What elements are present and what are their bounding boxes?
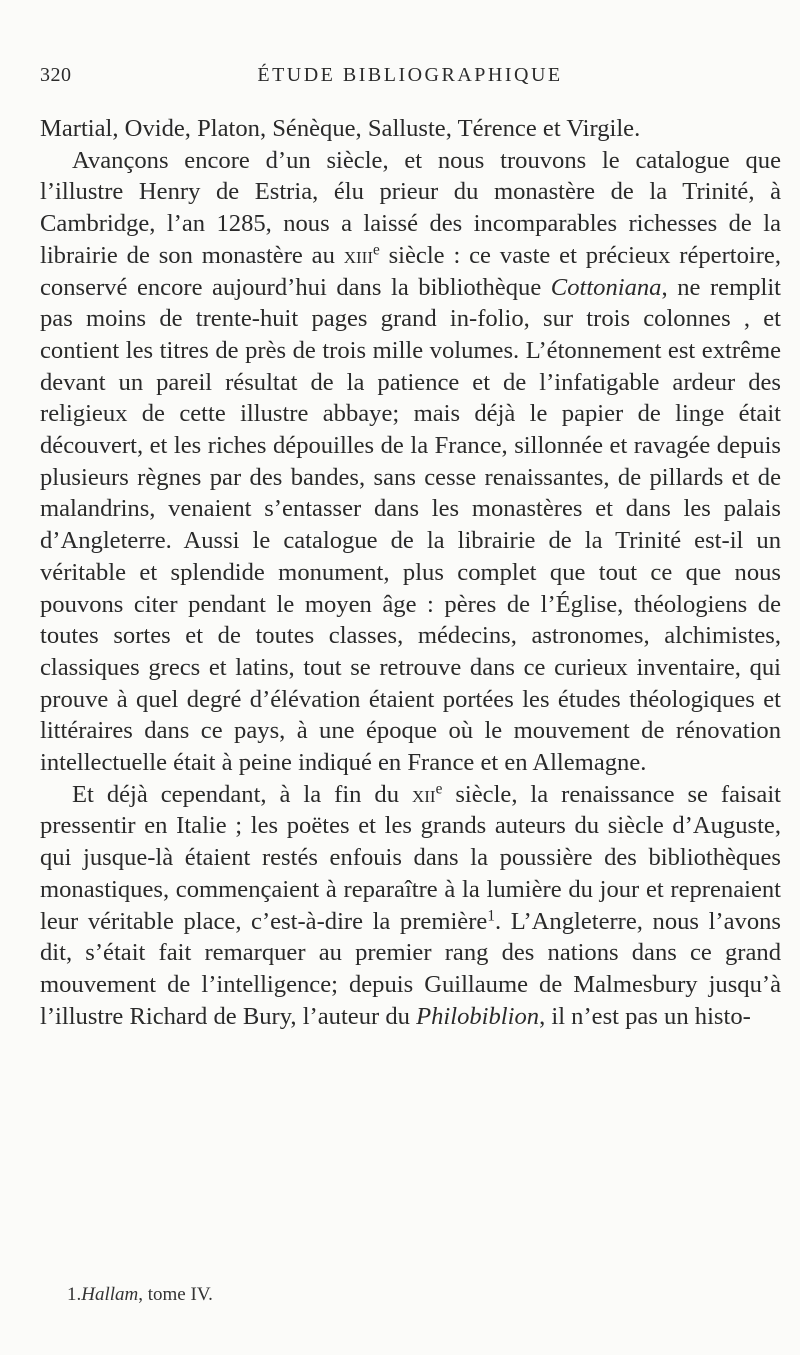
century-numeral: xii xyxy=(411,780,436,808)
italic-title: Philobiblion xyxy=(416,1002,540,1030)
text-run: . L’Angleterre, nous l’avons dit, s’était fait remarquer au premier rang des nations dans ce grand mouvement de l’intelligence; depuis Guillaume de Malmesbury jusqu’à l’illustre Richard de Bury, l’auteur du xyxy=(40,907,781,1030)
footnote-text: , tome IV. xyxy=(138,1284,213,1305)
text-run: Avançons encore d’un siècle, et nous trouvons le catalogue que l’illustre Henry de Estria, élu prieur du monastère de la Trinité, à Cambridge, l’an 1285, nous a laissé des incomparables richesses de la librairie de son monastère au xyxy=(40,146,781,269)
text-run: siècle : ce vaste et précieux répertoire, conservé encore aujourd’hui dans la bibliothèque xyxy=(40,241,781,301)
running-title: ÉTUDE BIBLIOGRAPHIQUE xyxy=(257,64,563,86)
footnote-marker: 1 xyxy=(487,907,495,925)
footnote xyxy=(67,1284,213,1306)
footnote-number: 1. xyxy=(67,1284,82,1305)
text-run: , il n’est pas un histo- xyxy=(539,1002,751,1030)
paragraph-continuation xyxy=(40,113,781,145)
italic-title: Cottoniana xyxy=(550,273,662,301)
page-number: 320 xyxy=(40,64,72,86)
body-text xyxy=(40,113,781,1032)
text-run: siècle, la renaissance se faisait pressentir en Italie ; les poëtes et les grands auteurs du siècle d’Auguste, qui jusque-là étaient restés enfouis dans la poussière des bibliothèques monastiques, commençaient à reparaître à la lumière du jour et reprenaient leur véritable place, c’est-à-dire la première xyxy=(40,780,781,935)
paragraph-catalogue xyxy=(40,145,781,779)
text-run: Et déjà cependant, à la fin du xyxy=(72,780,412,808)
footnote-author: Hallam xyxy=(81,1284,139,1305)
paragraph-renaissance xyxy=(40,779,781,1033)
superscript: e xyxy=(372,241,380,259)
text-run: Martial, Ovide, Platon, Sénèque, Salluste, Térence et Virgile. xyxy=(40,115,641,142)
running-head xyxy=(40,64,780,94)
century-numeral: xiii xyxy=(343,241,373,269)
text-run: , ne remplit pas moins de trente-huit pages grand in-folio, sur trois colonnes , et contient les titres de près de trois mille volumes. L’étonnement est extrême devant un pareil résultat de la patience et de l’infatigable ardeur des religieux de cette illustre abbaye; mais déjà le papier de linge était découvert, et les riches dépouilles de la France, sillonnée et ravagée depuis plusieurs règnes par des bandes, sans cesse renaissantes, de pillards et de malandrins, venaient s’entasser dans les monastères et dans les palais d’Angleterre. Aussi le catalogue de la librairie de la Trinité est-il un véritable et splendide monument, plus complet que tout ce que nous pouvons citer pendant le moyen âge : pères de l’Église, théologiens de toutes sortes et de toutes classes, médecins, astronomes, alchimistes, classiques grecs et latins, tout se retrouve dans ce curieux inventaire, qui prouve à quel degré d’élévation étaient portées les études théologiques et littéraires dans ce pays, à une époque où le mouvement de rénovation intellectuelle était à peine indiqué en France et en Allemagne. xyxy=(40,273,781,777)
superscript: e xyxy=(435,780,443,798)
